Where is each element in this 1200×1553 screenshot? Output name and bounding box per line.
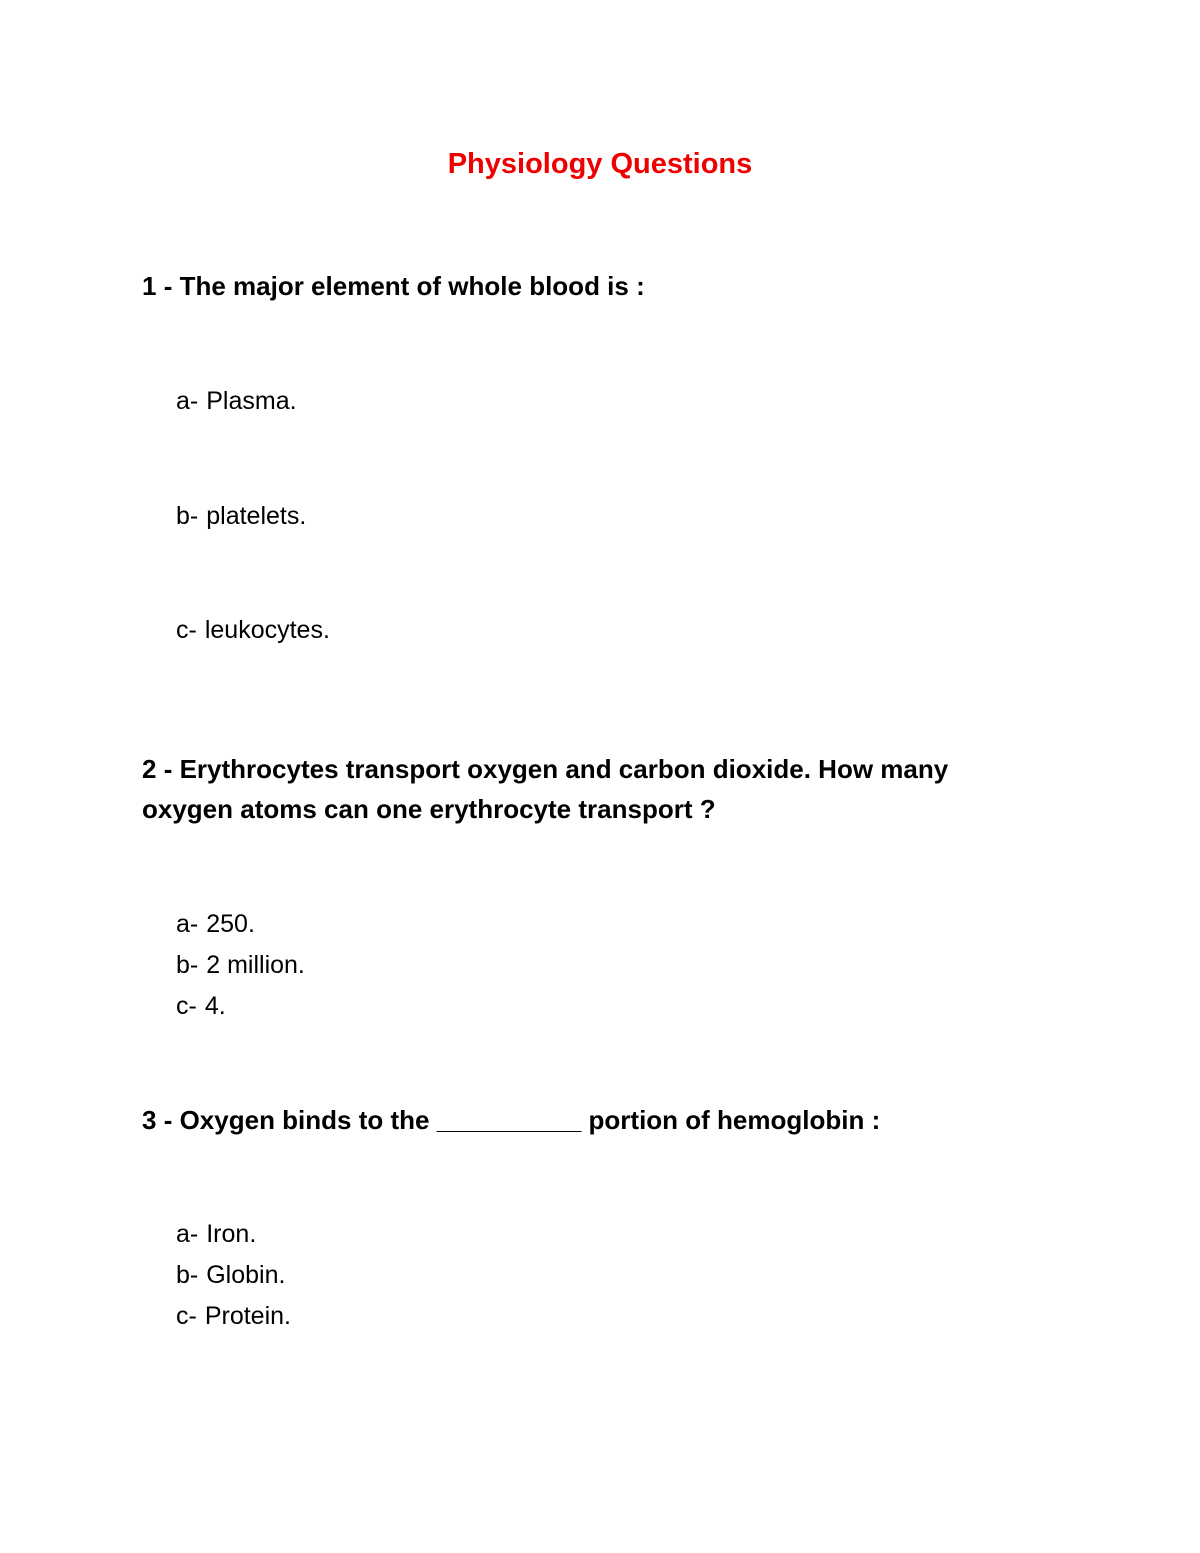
option-text: 2 million.	[206, 951, 305, 979]
page-title: Physiology Questions	[447, 148, 753, 180]
question-3-option-b	[176, 1259, 285, 1291]
option-letter: b-	[176, 502, 199, 530]
question-1	[142, 266, 1042, 306]
question-1-option-c	[176, 614, 330, 646]
question-separator: -	[156, 1105, 180, 1135]
question-separator: -	[156, 754, 180, 784]
question-text: Oxygen binds to the __________ portion of hemoglobin :	[179, 1105, 881, 1135]
question-separator: -	[156, 271, 180, 301]
option-letter: b-	[176, 951, 199, 979]
option-letter: a-	[176, 1220, 199, 1248]
option-text: Iron.	[206, 1220, 257, 1248]
question-text: The major element of whole blood is :	[179, 271, 645, 301]
option-letter: c-	[176, 1302, 197, 1330]
option-letter: a-	[176, 387, 199, 415]
option-text: 4.	[204, 992, 226, 1020]
question-1-option-b	[176, 500, 306, 532]
question-2-option-a	[176, 908, 255, 940]
option-text: platelets.	[206, 502, 307, 530]
option-letter: c-	[176, 992, 197, 1020]
option-letter: b-	[176, 1261, 199, 1289]
option-text: leukocytes.	[204, 616, 330, 644]
question-2-option-c	[176, 990, 226, 1022]
option-text: Protein.	[204, 1302, 291, 1330]
question-number: 1	[142, 271, 157, 301]
question-2	[142, 749, 1042, 829]
option-letter: a-	[176, 910, 199, 938]
question-number: 2	[142, 754, 157, 784]
option-text: Plasma.	[206, 387, 297, 415]
question-3	[142, 1100, 1042, 1140]
option-text: Globin.	[206, 1261, 286, 1289]
option-text: 250.	[206, 910, 255, 938]
question-3-option-a	[176, 1218, 256, 1250]
option-letter: c-	[176, 616, 197, 644]
question-text: Erythrocytes transport oxygen and carbon dioxide. How many oxygen atoms can one erythrocyte transport ?	[142, 754, 949, 824]
question-1-option-a	[176, 385, 297, 417]
question-2-option-b	[176, 949, 305, 981]
question-number: 3	[142, 1105, 157, 1135]
question-3-option-c	[176, 1300, 291, 1332]
